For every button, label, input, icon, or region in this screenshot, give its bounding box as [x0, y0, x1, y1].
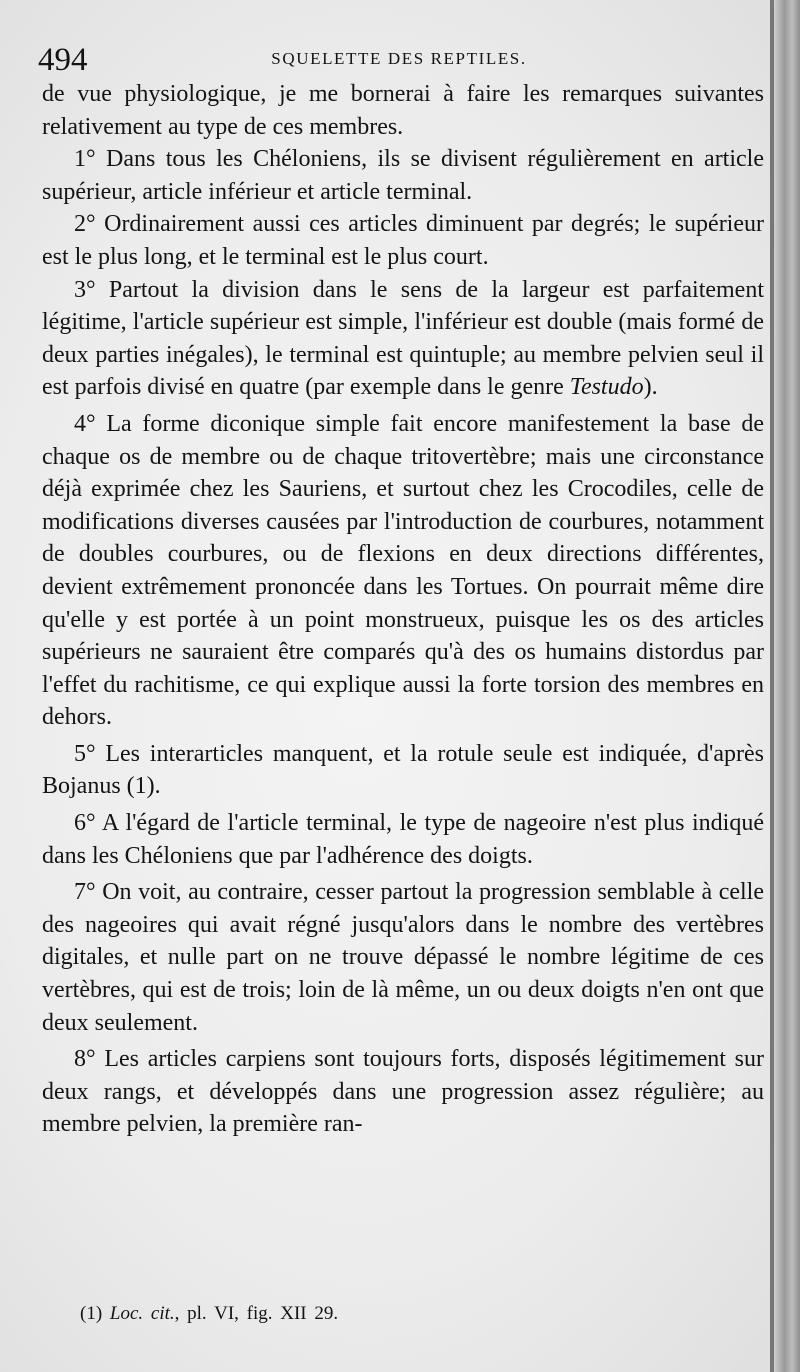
paragraph-item-7: 7° On voit, au contraire, cesser partout la progression semblable à celle des nageoires qui avait régné jusqu'alors dans le nombre des vertèbres digitales, et nulle part on ne trouve dépassé le nombre légitime de ces vertèbres, qui est de trois; loin de là même, un ou deux doigts n'en ont que deux seulement.	[42, 879, 764, 1036]
paragraph-item-8: 8° Les articles carpiens sont toujours forts, disposés légitimement sur deux rangs, et développés dans une progression assez régulière; au membre pelvien, la première ran-	[42, 1046, 764, 1138]
paragraph-item-6: 6° A l'égard de l'article terminal, le type de nageoire n'est plus indiqué dans les Chéloniens que par l'adhérence des doigts.	[42, 810, 764, 869]
paragraph-item-4: 4° La forme diconique simple fait encore manifestement la base de chaque os de membre ou de chaque tritovertèbre; mais une circonstance déjà exprimée chez les Sauriens, et surtout chez les Crocodiles, celle de modifications diverses causées par l'introduction de courbures, notamment de doubles courbures, ou de flexions en deux directions différentes, devient extrêmement prononcée dans les Tortues. On pourrait même dire qu'elle y est portée à un point monstrueux, puisque les os des articles supérieurs ne sauraient être comparés qu'à des os humains distordus par l'effet du rachitisme, ce qui explique aussi la forte torsion des membres en dehors.	[42, 410, 764, 731]
body-text	[42, 78, 764, 1141]
running-title: SQUELETTE DES REPTILES.	[271, 49, 527, 68]
paragraph-item-3: 3° Partout la division dans le sens de la largeur est parfaitement légitime, l'article supérieur est simple, l'inférieur est double (mais formé de deux parties inégales), le terminal est quintuple; au membre pelvien seul il est parfois divisé en quatre (par exemple dans le genre Testudo).	[42, 276, 764, 401]
footnote-text: , pl. VI, fig. XII 29.	[174, 1303, 339, 1324]
paragraph-item-1: 1° Dans tous les Chéloniens, ils se divisent régulièrement en article supérieur, article inférieur et article terminal.	[42, 146, 764, 205]
page-edge-shadow	[770, 0, 774, 1372]
page-edge	[774, 0, 800, 1372]
genus-name: Testudo	[569, 374, 644, 401]
footnote-marker: (1)	[80, 1303, 103, 1324]
page-number: 494	[38, 42, 88, 78]
paragraph-item-5: 5° Les interarticles manquent, et la rotule seule est indiquée, d'après Bojanus (1).	[42, 740, 764, 800]
paragraph-continuation: de vue physiologique, je me bornerai à faire les remarques suivantes relativement au type de ces membres.	[42, 81, 764, 140]
paragraph-item-2: 2° Ordinairement aussi ces articles diminuent par degrés; le supérieur est le plus long, et le terminal est le plus court.	[42, 211, 764, 270]
footnote	[80, 1302, 338, 1326]
footnote-citation: Loc. cit.	[109, 1303, 175, 1324]
page-header	[38, 42, 760, 82]
